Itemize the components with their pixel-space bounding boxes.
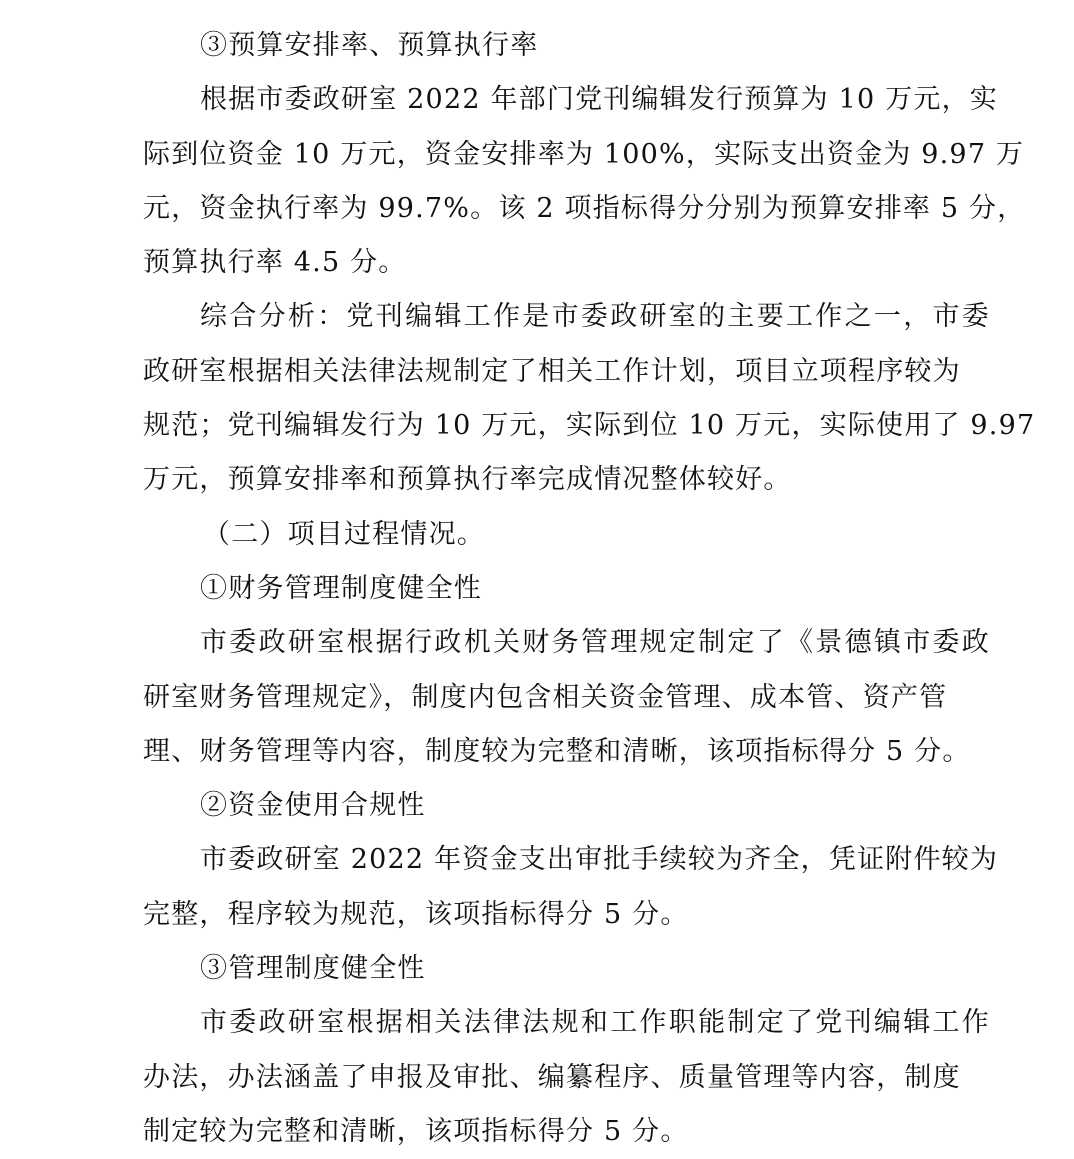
paragraph-line: 根据市委政研室 2022 年部门党刊编辑发行预算为 10 万元，实: [200, 84, 998, 116]
document-page: [143, 0, 1036, 1159]
paragraph-line: 元，资金执行率为 99.7%。该 2 项指标得分分别为预算安排率 5 分，: [143, 192, 1026, 224]
section-heading-project-process: （二）项目过程情况。: [203, 518, 485, 550]
paragraph-line: 研室财务管理规定》，制度内包含相关资金管理、成本管、资产管: [143, 681, 948, 713]
paragraph-line: 制定较为完整和清晰，该项指标得分 5 分。: [143, 1115, 689, 1147]
paragraph-line: 市委政研室 2022 年资金支出审批手续较为齐全，凭证附件较为: [200, 844, 999, 876]
paragraph-line: 综合分析：党刊编辑工作是市委政研室的主要工作之一，市委: [200, 301, 990, 333]
paragraph-line: 市委政研室根据相关法律法规和工作职能制定了党刊编辑工作: [200, 1007, 990, 1039]
paragraph-line: 预算执行率 4.5 分。: [143, 247, 407, 279]
subheading-management-system: ③管理制度健全性: [200, 953, 426, 985]
paragraph-line: 完整，程序较为规范，该项指标得分 5 分。: [143, 898, 689, 930]
paragraph-line: 政研室根据相关法律法规制定了相关工作计划，项目立项程序较为: [143, 355, 961, 387]
subheading-fund-compliance: ②资金使用合规性: [200, 790, 426, 822]
paragraph-line: 理、财务管理等内容，制度较为完整和清晰，该项指标得分 5 分。: [143, 735, 971, 767]
top-spacer: [143, 0, 933, 19]
paragraph-line: 际到位资金 10 万元，资金安排率为 100%，实际支出资金为 9.97 万: [143, 138, 1025, 170]
paragraph-line: 万元，预算安排率和预算执行率完成情况整体较好。: [143, 464, 792, 496]
subheading-financial-management: ①财务管理制度健全性: [200, 572, 482, 604]
paragraph-line: 办法，办法涵盖了申报及审批、编纂程序、质量管理等内容，制度: [143, 1061, 961, 1093]
paragraph-line: 市委政研室根据行政机关财务管理规定制定了《景德镇市委政: [200, 627, 990, 659]
paragraph-line: 规范；党刊编辑发行为 10 万元，实际到位 10 万元，实际使用了 9.97: [143, 410, 1036, 442]
subheading-budget-rates: ③预算安排率、预算执行率: [200, 30, 539, 61]
